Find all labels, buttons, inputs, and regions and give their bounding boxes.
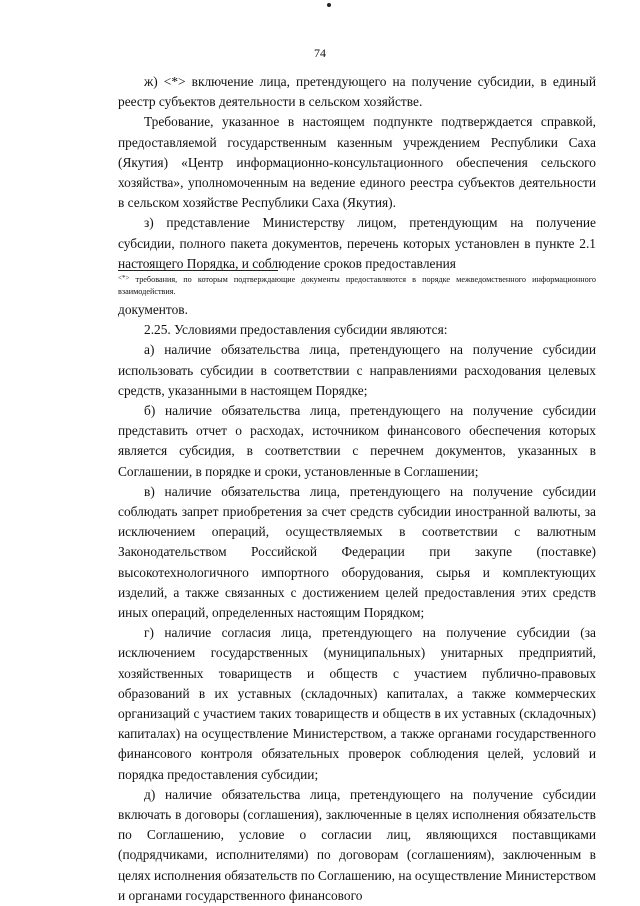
page-number: 74 bbox=[314, 46, 326, 60]
scan-mark-dot bbox=[327, 3, 331, 7]
footnote-separator bbox=[118, 270, 278, 271]
footnote-text: требования, по которым подтверждающие документы предоставляются в порядке межведомственного информационного взаимодействия. bbox=[118, 275, 597, 296]
paragraph-z: з) представление Министерству лицом, претендующим на получение субсидии, полного пакета документов, перечень которых установлен в пункте 2.1 настоящего Порядка, и соблюдение сроков предоставления bbox=[118, 215, 596, 271]
paragraph-g: г) наличие согласия лица, претендующего на получение субсидии (за исключением государственных (муниципальных) унитарных предприятий, хозяйственных товариществ и обществ с участием публично-правовых образований в их уставных (складочных) капиталах, а также коммерческих организаций с участием таких товариществ и обществ в их уставных (складочных) капиталах) на осуществление Министерством, а также органами государственного финансового контроля обязательных проверок соблюдения целей, условий и порядка предоставления субсидии; bbox=[118, 625, 596, 782]
main-section bbox=[118, 300, 596, 906]
paragraph-zh: ж) <*> включение лица, претендующего на получение субсидии, в единый реестр субъектов деятельности в сельском хозяйстве. bbox=[118, 74, 596, 110]
paragraph-v: в) наличие обязательства лица, претендующего на получение субсидии соблюдать запрет приобретения за счет средств субсидии иностранной валюты, за исключением операций, осуществляемых в соответствии с валютным Законодательством Российской Федерации при закупе (поставке) высокотехнологичного импортного оборудования, сырья и комплектующих изделий, а также связанных с достижением целей предоставления этих средств иных операций, определенных настоящим Порядком; bbox=[118, 483, 596, 621]
top-section bbox=[118, 72, 596, 274]
paragraph-a: а) наличие обязательства лица, претендующего на получение субсидии использовать субсидии в соответствии с направлениями расходования целевых средств, указанными в настоящем Порядке; bbox=[118, 342, 596, 398]
footnote-marker: <*> bbox=[118, 274, 130, 282]
paragraph-2-25: 2.25. Условиями предоставления субсидии являются: bbox=[144, 322, 448, 338]
paragraph-requirement: Требование, указанное в настоящем подпункте подтверждается справкой, предоставляемой государственным казенным учреждением Республики Саха (Якутия) «Центр информационно-консультационного обеспечения сельского хозяйства», уполномоченным на ведение единого реестра субъектов деятельности в сельском хозяйстве Республики Саха (Якутия). bbox=[118, 114, 596, 211]
footnote bbox=[118, 274, 596, 298]
paragraph-d: д) наличие обязательства лица, претендующего на получение субсидии включать в договоры (соглашения), заключенные в целях исполнения обязательств по Соглашению, условие о согласии лиц, являющихся поставщиками (подрядчиками, исполнителями) по договорам (соглашениям), заключенным в целях исполнения обязательств по Соглашению, на осуществление Министерством и органами государственного финансового bbox=[118, 786, 596, 903]
continuation-text: документов. bbox=[118, 302, 188, 317]
paragraph-b: б) наличие обязательства лица, претендующего на получение субсидии представить отчет о расходах, источником финансового обеспечения которых является субсидия, в соответствии с перечнем документов, указанных в Соглашении, в порядке и сроки, установленные в Соглашении; bbox=[118, 403, 596, 479]
